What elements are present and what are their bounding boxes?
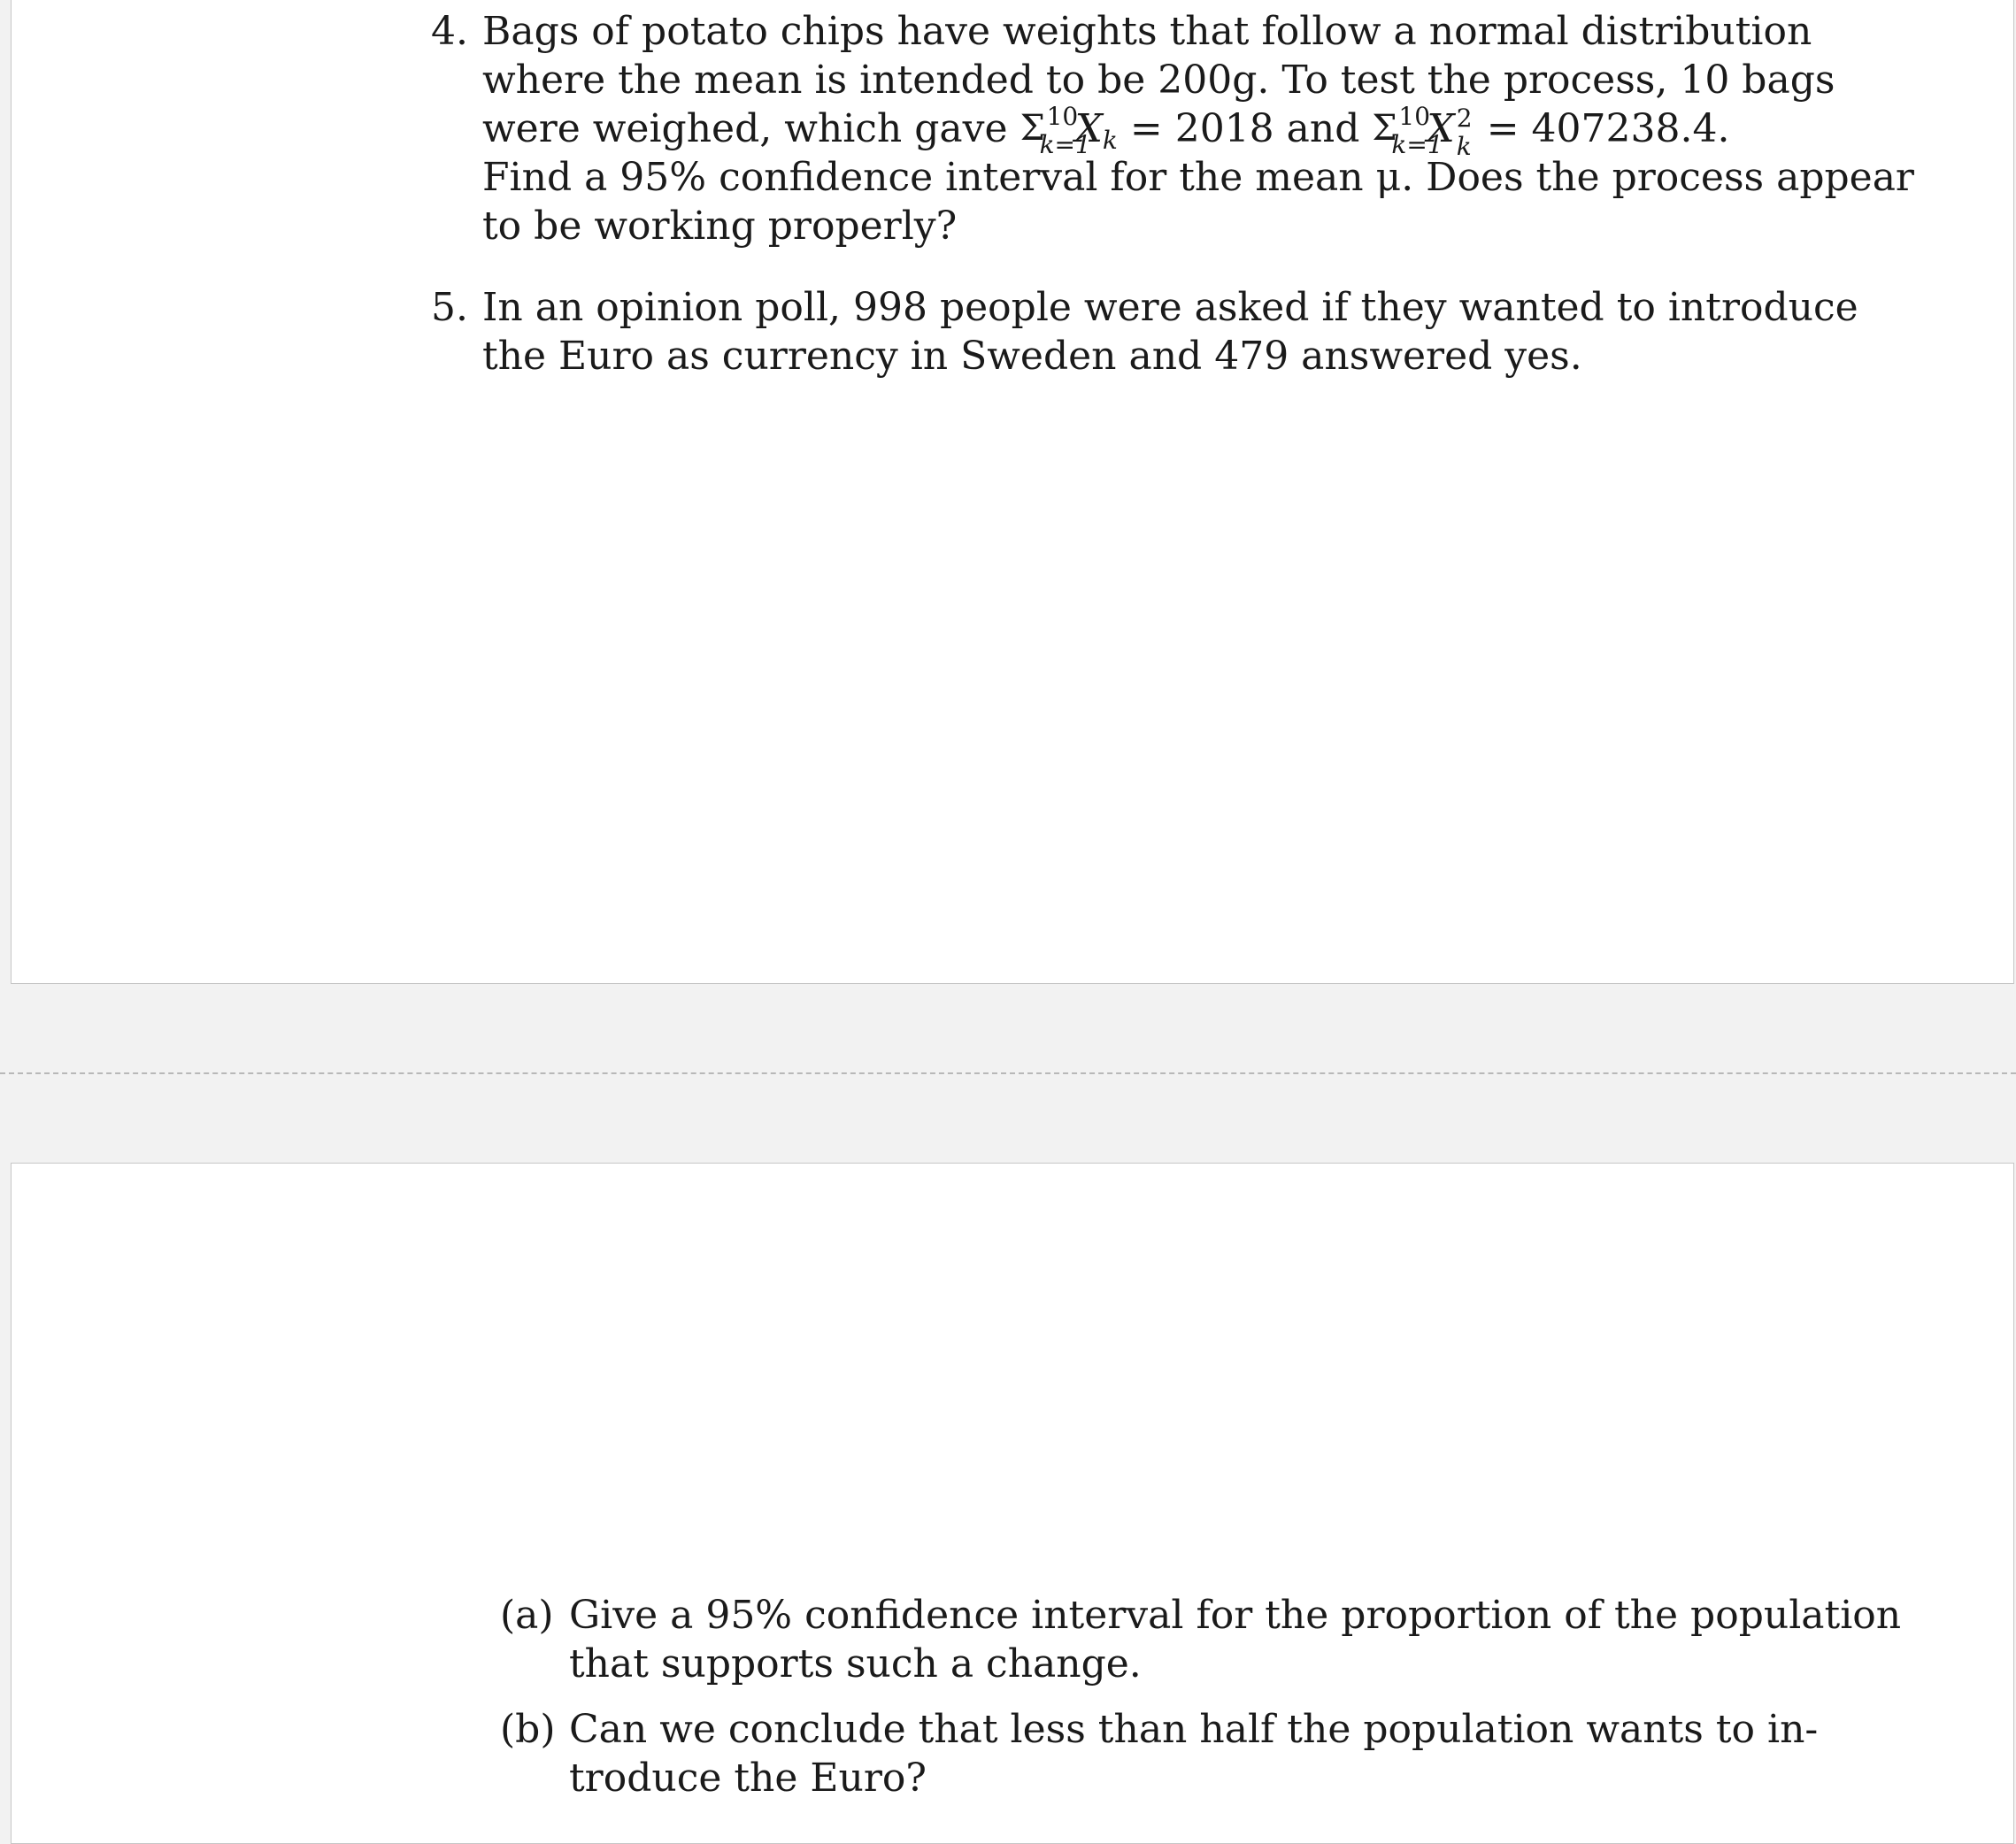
page-break-divider [0, 1072, 2016, 1074]
problem-number: 5. [431, 285, 468, 330]
part-a [500, 1591, 1902, 1688]
text-fragment: were weighed, which gave [482, 106, 1008, 151]
superscript-subscript [1455, 104, 1474, 161]
sum-lower-limit: k=1 [1039, 130, 1091, 159]
problem-number: 4. [431, 9, 468, 54]
equation-part: = 2018 and [1117, 106, 1373, 151]
problem-text-line-with-formula [482, 102, 1730, 161]
subscript-k: k [1102, 126, 1118, 155]
sum-symbol [1372, 102, 1443, 159]
problem-5 [431, 283, 1858, 380]
equation-part: = 407238.4. [1474, 106, 1730, 151]
variable-x: X [1074, 106, 1103, 151]
problem-text-line: Find a 95% confidence interval for the mean μ. Does the process appear [482, 155, 1914, 200]
sum-symbol [1020, 102, 1091, 159]
part-text-line: Give a 95% confidence interval for the proportion of the population [569, 1593, 1902, 1638]
part-text-line: Can we conclude that less than half the population wants to in- [569, 1707, 1819, 1752]
problem-text-line: to be working properly? [482, 204, 958, 249]
exponent-2: 2 [1456, 104, 1473, 133]
problem-text-line: the Euro as currency in Sweden and 479 answered yes. [482, 334, 1582, 379]
sum-upper-limit: 10 [1046, 102, 1079, 131]
sum-upper-limit: 10 [1398, 102, 1431, 131]
part-label: (b) [500, 1707, 556, 1752]
problem-5-parts [500, 1591, 1902, 1819]
problem-text-line: In an opinion poll, 998 people were asked if they wanted to introduce [482, 285, 1858, 330]
problem-4 [431, 7, 1914, 250]
subscript-k: k [1456, 132, 1472, 161]
part-b [500, 1705, 1819, 1802]
problem-text-line: where the mean is intended to be 200g. To test the process, 10 bags [482, 58, 1835, 103]
sum-lower-limit: k=1 [1391, 130, 1443, 159]
sigma-glyph: Σ [1372, 108, 1397, 149]
part-text-line: that supports such a change. [569, 1641, 1142, 1686]
part-text-line: troduce the Euro? [569, 1756, 927, 1801]
problem-text-line: Bags of potato chips have weights that follow a normal distribution [482, 9, 1812, 54]
sigma-glyph: Σ [1020, 108, 1045, 149]
variable-x: X [1427, 106, 1455, 151]
part-label: (a) [500, 1593, 554, 1638]
